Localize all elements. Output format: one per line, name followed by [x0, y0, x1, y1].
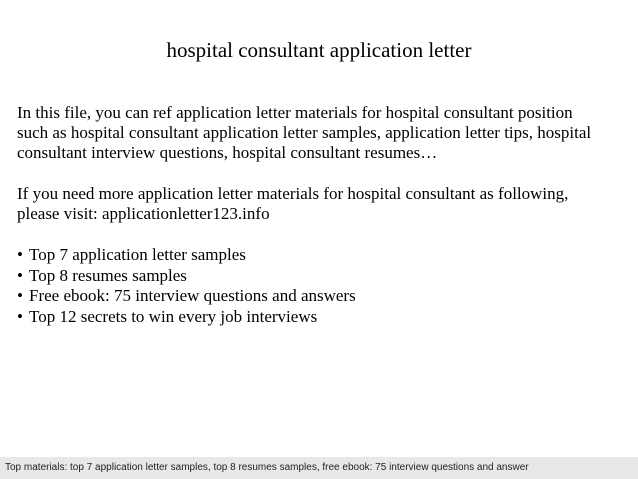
- more-info-paragraph: [17, 184, 629, 224]
- list-item: [17, 307, 629, 328]
- footer-bar: [0, 457, 638, 479]
- list-item-text: Free ebook: 75 interview questions and answers: [29, 286, 356, 305]
- list-item: [17, 286, 629, 307]
- intro-line: consultant interview questions, hospital consultant resumes…: [17, 143, 438, 162]
- intro-paragraph: [17, 103, 629, 163]
- intro-line: such as hospital consultant application letter samples, application letter tips, hospital: [17, 123, 592, 142]
- bullet-mark: •: [17, 245, 23, 264]
- more-info-line: please visit: applicationletter123.info: [17, 204, 270, 223]
- list-item-text: Top 7 application letter samples: [29, 245, 246, 264]
- slide-content: [17, 103, 629, 327]
- page-title: hospital consultant application letter: [166, 38, 472, 62]
- bullet-list: [17, 245, 629, 327]
- bullet-mark: •: [17, 265, 23, 285]
- footer-text: Top materials: top 7 application letter samples, top 8 resumes samples, free ebook: 75 interview questions and answer: [5, 462, 529, 473]
- list-item-text: Top 8 resumes samples: [29, 265, 187, 285]
- list-item: [17, 245, 629, 266]
- list-item-text: Top 12 secrets to win every job interviews: [29, 306, 318, 326]
- bullet-mark: •: [17, 306, 23, 326]
- bullet-mark: •: [17, 286, 23, 305]
- list-item: [17, 266, 629, 287]
- intro-line: In this file, you can ref application letter materials for hospital consultant position: [17, 103, 573, 122]
- more-info-line: If you need more application letter materials for hospital consultant as following,: [17, 184, 569, 203]
